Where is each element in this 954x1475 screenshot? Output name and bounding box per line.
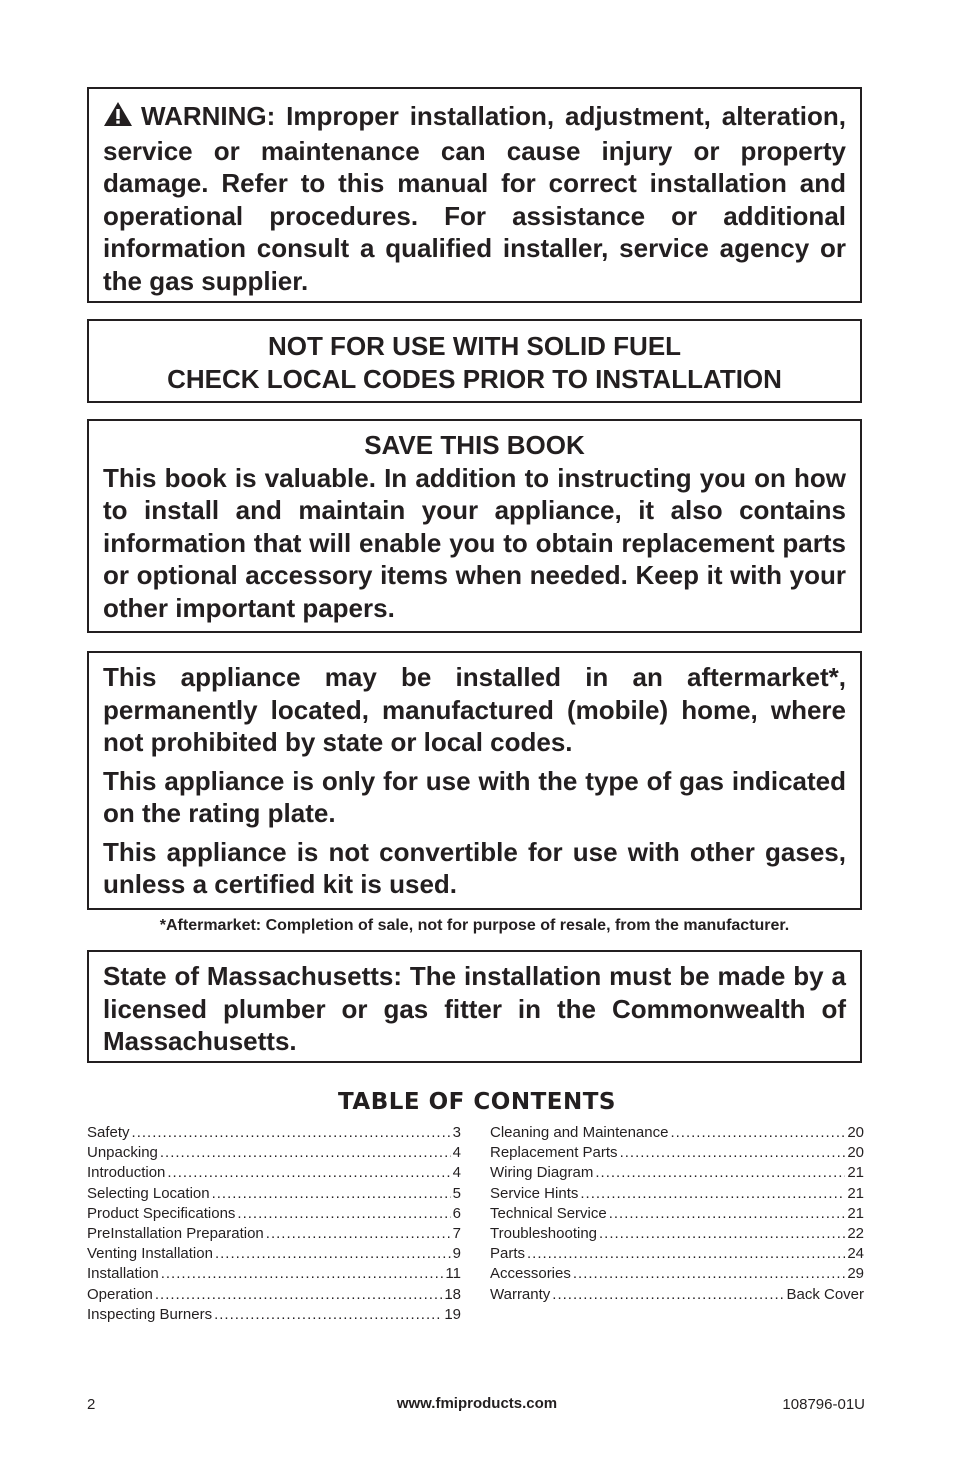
toc-entry[interactable] bbox=[490, 1143, 864, 1163]
toc-entry-page: 5 bbox=[452, 1184, 461, 1202]
toc-entry-label: Parts bbox=[490, 1245, 526, 1263]
toc-entry-page: 20 bbox=[847, 1124, 864, 1141]
gas-type-paragraph: This appliance is only for use with the type of gas indicated on the rating plate. bbox=[103, 765, 846, 828]
toc-entry[interactable] bbox=[87, 1305, 461, 1325]
toc-entry[interactable] bbox=[87, 1184, 461, 1204]
toc-entry-page: 21 bbox=[847, 1184, 864, 1202]
toc-entry-label: Safety bbox=[87, 1124, 130, 1141]
toc-leader-dots bbox=[573, 1264, 845, 1284]
toc-entry-label: Introduction bbox=[87, 1164, 166, 1182]
toc-leader-dots bbox=[527, 1244, 845, 1264]
toc-left-column bbox=[87, 1123, 461, 1325]
toc-entry-label: Product Specifications bbox=[87, 1204, 236, 1222]
toc-leader-dots bbox=[212, 1184, 451, 1204]
toc-entry-label: Cleaning and Maintenance bbox=[490, 1124, 669, 1141]
toc-entry-page: 11 bbox=[445, 1265, 461, 1283]
toc-entry[interactable] bbox=[490, 1224, 864, 1244]
toc-entry-page: 7 bbox=[452, 1225, 461, 1243]
toc-entry-label: Selecting Location bbox=[87, 1184, 210, 1202]
toc-entry-page: 19 bbox=[444, 1305, 461, 1323]
toc-entry-label: Replacement Parts bbox=[490, 1144, 618, 1162]
toc-leader-dots bbox=[670, 1123, 845, 1143]
save-book-text: This book is valuable. In addition to instructing you on how to install and maintain your appliance, it also contains information that will enable you to obtain replacement parts or optional accessory items when needed. Keep it with your other important papers. bbox=[103, 462, 846, 623]
toc-entry[interactable] bbox=[87, 1204, 461, 1224]
toc-leader-dots bbox=[161, 1264, 444, 1284]
toc-entry-label: Wiring Diagram bbox=[490, 1164, 594, 1182]
toc-entry-label: Unpacking bbox=[87, 1144, 158, 1162]
toc-right-column bbox=[490, 1123, 864, 1305]
warning-label: WARNING: bbox=[141, 101, 276, 131]
toc-entry-label: Technical Service bbox=[490, 1204, 607, 1222]
toc-entry-page: 29 bbox=[847, 1265, 864, 1283]
toc-entry-page: 3 bbox=[452, 1124, 461, 1141]
toc-entry[interactable] bbox=[490, 1123, 864, 1143]
toc-leader-dots bbox=[214, 1305, 442, 1325]
toc-entry[interactable] bbox=[87, 1285, 461, 1305]
toc-entry[interactable] bbox=[490, 1184, 864, 1204]
toc-leader-dots bbox=[160, 1143, 451, 1163]
toc-title: TABLE OF CONTENTS bbox=[338, 1089, 616, 1115]
toc-entry-page: 20 bbox=[847, 1144, 864, 1162]
toc-entry-page: 4 bbox=[452, 1144, 461, 1162]
toc-entry[interactable] bbox=[490, 1163, 864, 1183]
warning-text: Improper installation, adjustment, alteration, service or maintenance can cause injury or property damage. Refer to this manual for correct installation and operational procedures. For assistance or additional information consult a qualified installer, service agency or the gas supplier. bbox=[103, 101, 846, 296]
toc-entry[interactable] bbox=[87, 1244, 461, 1264]
toc-entry[interactable] bbox=[87, 1163, 461, 1183]
toc-entry-page: 18 bbox=[444, 1285, 461, 1303]
toc-entry[interactable] bbox=[87, 1264, 461, 1284]
toc-entry-label: Warranty bbox=[490, 1285, 551, 1303]
solid-fuel-line: NOT FOR USE WITH SOLID FUEL bbox=[267, 331, 682, 361]
massachusetts-text: State of Massachusetts: The installation must be made by a licensed plumber or gas fitter in the Commonwealth of Massachusetts. bbox=[103, 961, 846, 1056]
solid-fuel-box bbox=[87, 319, 862, 403]
toc-entry-label: Operation bbox=[87, 1285, 153, 1303]
aftermarket-footnote: *Aftermarket: Completion of sale, not for purpose of resale, from the manufacturer. bbox=[159, 917, 790, 934]
toc-leader-dots bbox=[132, 1123, 451, 1143]
toc-entry[interactable] bbox=[490, 1285, 864, 1305]
toc-leader-dots bbox=[620, 1143, 846, 1163]
toc-entry-label: Accessories bbox=[490, 1265, 571, 1283]
document-number: 108796-01U bbox=[782, 1396, 865, 1413]
toc-entry-label: Inspecting Burners bbox=[87, 1305, 213, 1323]
toc-entry-page: 21 bbox=[847, 1204, 864, 1222]
toc-entry[interactable] bbox=[87, 1143, 461, 1163]
toc-leader-dots bbox=[237, 1204, 450, 1224]
toc-leader-dots bbox=[552, 1285, 784, 1305]
save-book-box bbox=[87, 419, 862, 633]
toc-entry-page: Back Cover bbox=[786, 1285, 864, 1303]
massachusetts-box bbox=[87, 950, 862, 1063]
toc-entry-page: 4 bbox=[452, 1164, 461, 1182]
toc-entry[interactable] bbox=[490, 1264, 864, 1284]
toc-entry[interactable] bbox=[490, 1204, 864, 1224]
warning-triangle-icon bbox=[103, 101, 133, 135]
toc-entry-page: 24 bbox=[847, 1245, 864, 1263]
toc-leader-dots bbox=[580, 1184, 845, 1204]
toc-leader-dots bbox=[215, 1244, 451, 1264]
toc-leader-dots bbox=[595, 1163, 845, 1183]
toc-leader-dots bbox=[599, 1224, 845, 1244]
aftermarket-paragraph: This appliance may be installed in an aftermarket*, permanently located, manufactured (mobile) home, where not prohibited by state or local codes. bbox=[103, 662, 846, 757]
toc-entry-label: PreInstallation Preparation bbox=[87, 1225, 264, 1243]
toc-entry-label: Installation bbox=[87, 1265, 159, 1283]
website-link[interactable]: www.fmiproducts.com bbox=[396, 1395, 558, 1412]
not-convertible-paragraph: This appliance is not convertible for use with other gases, unless a certified kit is used. bbox=[103, 836, 846, 899]
warning-paragraph bbox=[103, 100, 846, 297]
appliance-box bbox=[87, 651, 862, 910]
toc-entry-label: Troubleshooting bbox=[490, 1225, 598, 1243]
page-number: 2 bbox=[87, 1396, 96, 1413]
toc-entry-page: 21 bbox=[847, 1164, 864, 1182]
toc-entry-page: 22 bbox=[847, 1225, 864, 1243]
toc-leader-dots bbox=[609, 1204, 846, 1224]
toc-entry-label: Venting Installation bbox=[87, 1245, 213, 1263]
toc-entry[interactable] bbox=[87, 1123, 461, 1143]
toc-leader-dots bbox=[266, 1224, 451, 1244]
toc-entry[interactable] bbox=[87, 1224, 461, 1244]
local-codes-line: CHECK LOCAL CODES PRIOR TO INSTALLATION bbox=[167, 363, 782, 394]
toc-leader-dots bbox=[155, 1285, 442, 1305]
toc-entry-page: 9 bbox=[452, 1245, 461, 1263]
toc-entry-label: Service Hints bbox=[490, 1184, 579, 1202]
save-book-heading: SAVE THIS BOOK bbox=[364, 430, 585, 460]
toc-entry[interactable] bbox=[490, 1244, 864, 1264]
toc-entry-page: 6 bbox=[452, 1204, 461, 1222]
toc-leader-dots bbox=[167, 1163, 450, 1183]
warning-box bbox=[87, 87, 862, 303]
